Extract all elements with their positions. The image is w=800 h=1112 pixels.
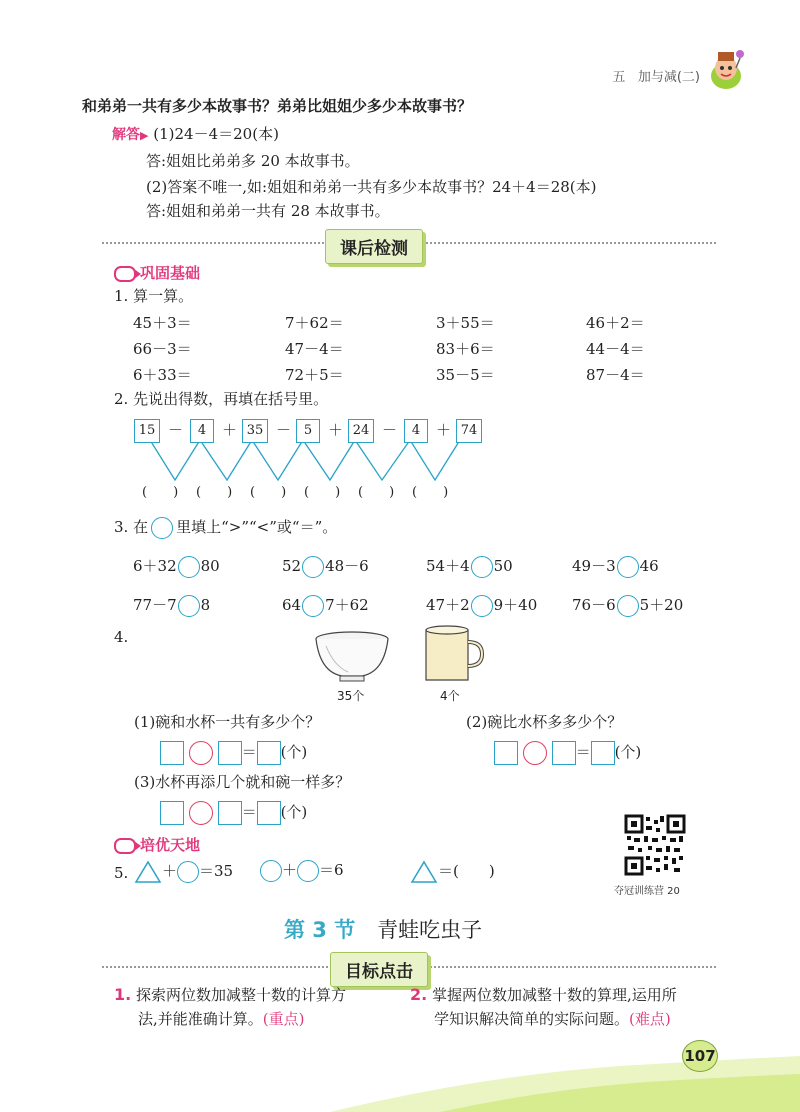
q1-r2c3: 83＋6＝	[436, 340, 495, 358]
circle-blank[interactable]	[260, 860, 282, 882]
bottom-wave-decoration	[0, 1036, 800, 1112]
q2-num-5: 24	[348, 419, 374, 443]
q2-op-1: －	[168, 421, 184, 439]
q3-r2-2: 64 7＋62	[282, 595, 369, 617]
q3-r1-1: 6＋32 80	[133, 556, 220, 578]
q2-num-7: 74	[456, 419, 482, 443]
q2-num-3: 35	[242, 419, 268, 443]
compare-circle[interactable]	[178, 556, 200, 578]
qr-caption: 夺冠训练营 20	[614, 886, 680, 897]
section-advanced-label: 培优天地	[140, 836, 201, 854]
unit-title: 加与减(二)	[637, 70, 700, 85]
arrow-icon	[114, 266, 136, 282]
badge-goals: 目标点击	[330, 952, 428, 987]
answer-line-1: 解答▶ (1)24－4＝20(本)	[112, 125, 279, 143]
q4-eq3: ＝ (个)	[160, 801, 307, 825]
q2-blank-2[interactable]: ( )	[196, 485, 233, 500]
answer-box[interactable]	[257, 741, 281, 765]
section-3-title	[284, 914, 482, 944]
unit-number: 五	[612, 70, 626, 85]
q2-num-4: 5	[296, 419, 320, 443]
q3-r1-3: 54＋4 50	[426, 556, 513, 578]
q2-blank-1[interactable]: ( )	[142, 485, 179, 500]
q2-num-1: 15	[134, 419, 160, 443]
q2-num-2: 4	[190, 419, 214, 443]
q1-r3c1: 6＋33＝	[133, 366, 192, 384]
answer-box[interactable]	[257, 801, 281, 825]
q4-eq2: ＝ (个)	[494, 741, 641, 765]
compare-circle[interactable]	[471, 556, 493, 578]
compare-circle[interactable]	[302, 595, 324, 617]
q5-eq1: ＋ ＝35	[134, 860, 233, 884]
intro-question: 和弟弟一共有多少本故事书？弟弟比姐姐少多少本故事书？	[82, 97, 473, 115]
q5-num: 5.	[114, 864, 129, 882]
goal-2-line-1	[410, 987, 677, 1003]
goal-2-number: 2.	[410, 985, 428, 1004]
section-basics-label: 巩固基础	[140, 264, 201, 282]
goal-1-line-2: 法,并能准确计算。(重点)	[138, 1010, 305, 1028]
compare-circle[interactable]	[617, 595, 639, 617]
answer-text-1: (1)24－4＝20(本)	[153, 125, 279, 143]
compare-circle[interactable]	[302, 556, 324, 578]
q1-r2c4: 44－4＝	[586, 340, 645, 358]
compare-circle[interactable]	[178, 595, 200, 617]
circle-blank[interactable]	[297, 860, 319, 882]
q3-r1-2: 52 48－6	[282, 556, 369, 578]
header	[612, 66, 700, 85]
triangle-icon[interactable]	[410, 860, 438, 884]
q1-r1c3: 3＋55＝	[436, 314, 495, 332]
triangle-icon[interactable]	[134, 860, 162, 884]
q5-eq3: ＝( )	[410, 860, 495, 884]
q1-r3c2: 72＋5＝	[285, 366, 344, 384]
q2-blank-6[interactable]: ( )	[412, 485, 449, 500]
circle-icon	[151, 517, 173, 539]
qr-code-icon[interactable]	[624, 814, 686, 876]
q4-sub3: (3)水杯再添几个就和碗一样多？	[134, 773, 351, 791]
page-number: 107	[682, 1040, 718, 1072]
answer-box[interactable]	[160, 741, 184, 765]
bowl-count: 35个	[337, 689, 365, 703]
q1-r3c4: 87－4＝	[586, 366, 645, 384]
q1-r1c1: 45＋3＝	[133, 314, 192, 332]
section-basics	[114, 262, 200, 283]
q1-title: 1. 算一算。	[114, 287, 194, 305]
q2-num-6: 4	[404, 419, 428, 443]
q3-r2-1: 77－7 8	[133, 595, 210, 617]
operator-circle[interactable]	[189, 801, 213, 825]
answer-line-3: (2)答案不唯一,如:姐姐和弟弟一共有多少本故事书？24＋4＝28(本)	[146, 178, 597, 196]
goal-1-text-a: 探索两位数加减整十数的计算方	[136, 986, 347, 1004]
q1-r3c3: 35－5＝	[436, 366, 495, 384]
badge-after-class-test: 课后检测	[325, 229, 423, 264]
q2-op-5: －	[382, 421, 398, 439]
section-advanced	[114, 834, 200, 855]
q4-sub1: (1)碗和水杯一共有多少个？	[134, 713, 321, 731]
answer-line-2: 答:姐姐比弟弟多 20 本故事书。	[146, 152, 360, 170]
section-3-name: 青蛙吃虫子	[377, 918, 483, 942]
q4-sub2: (2)碗比水杯多多少个？	[466, 713, 623, 731]
section-3-number: 第 3 节	[284, 918, 356, 942]
q4-eq1: ＝ (个)	[160, 741, 307, 765]
q3-r1-4: 49－3 46	[572, 556, 659, 578]
compare-circle[interactable]	[617, 556, 639, 578]
q2-op-4: ＋	[328, 421, 344, 439]
q2-blank-3[interactable]: ( )	[250, 485, 287, 500]
q1-r2c2: 47－4＝	[285, 340, 344, 358]
goal-1-number: 1.	[114, 985, 132, 1004]
answer-label: 解答	[112, 127, 140, 143]
circle-blank[interactable]	[177, 861, 199, 883]
q1-r2c1: 66－3＝	[133, 340, 192, 358]
cup-count: 4个	[440, 689, 460, 703]
arrow-icon	[114, 838, 136, 854]
q3-r2-4: 76－6 5＋20	[572, 595, 683, 617]
q4-num: 4.	[114, 628, 129, 646]
cup-icon	[420, 624, 486, 684]
goal-2-text-a: 掌握两位数加减整十数的算理,运用所	[432, 986, 677, 1004]
goal-2-key: (难点)	[629, 1010, 671, 1028]
operator-circle[interactable]	[189, 741, 213, 765]
q3-title-a: 3. 在	[114, 518, 149, 536]
q2-blank-5[interactable]: ( )	[358, 485, 395, 500]
compare-circle[interactable]	[471, 595, 493, 617]
answer-box[interactable]	[552, 741, 576, 765]
answer-box[interactable]	[218, 801, 242, 825]
mascot-icon	[704, 44, 748, 92]
q1-r1c4: 46＋2＝	[586, 314, 645, 332]
q2-op-6: ＋	[436, 421, 452, 439]
bowl-icon	[312, 630, 392, 684]
q2-blank-4[interactable]: ( )	[304, 485, 341, 500]
q3-title-b: 里填上“>”“<”或“＝”。	[176, 518, 338, 536]
answer-box[interactable]	[160, 801, 184, 825]
q2-op-3: －	[276, 421, 292, 439]
operator-circle[interactable]	[523, 741, 547, 765]
answer-box[interactable]	[218, 741, 242, 765]
answer-box[interactable]	[591, 741, 615, 765]
answer-line-4: 答:姐姐和弟弟一共有 28 本故事书。	[146, 202, 390, 220]
goal-2-line-2: 学知识解决简单的实际问题。(难点)	[434, 1010, 671, 1028]
q3-r2-3: 47＋2 9＋40	[426, 595, 537, 617]
answer-box[interactable]	[494, 741, 518, 765]
goal-1-line-1	[114, 987, 346, 1003]
q3-title	[114, 517, 337, 539]
goal-1-key: (重点)	[262, 1010, 305, 1028]
q5-eq2: ＋ ＝6	[260, 860, 344, 882]
q2-op-2: ＋	[222, 421, 238, 439]
q2-title: 2. 先说出得数，再填在括号里。	[114, 390, 329, 408]
q1-r1c2: 7＋62＝	[285, 314, 344, 332]
